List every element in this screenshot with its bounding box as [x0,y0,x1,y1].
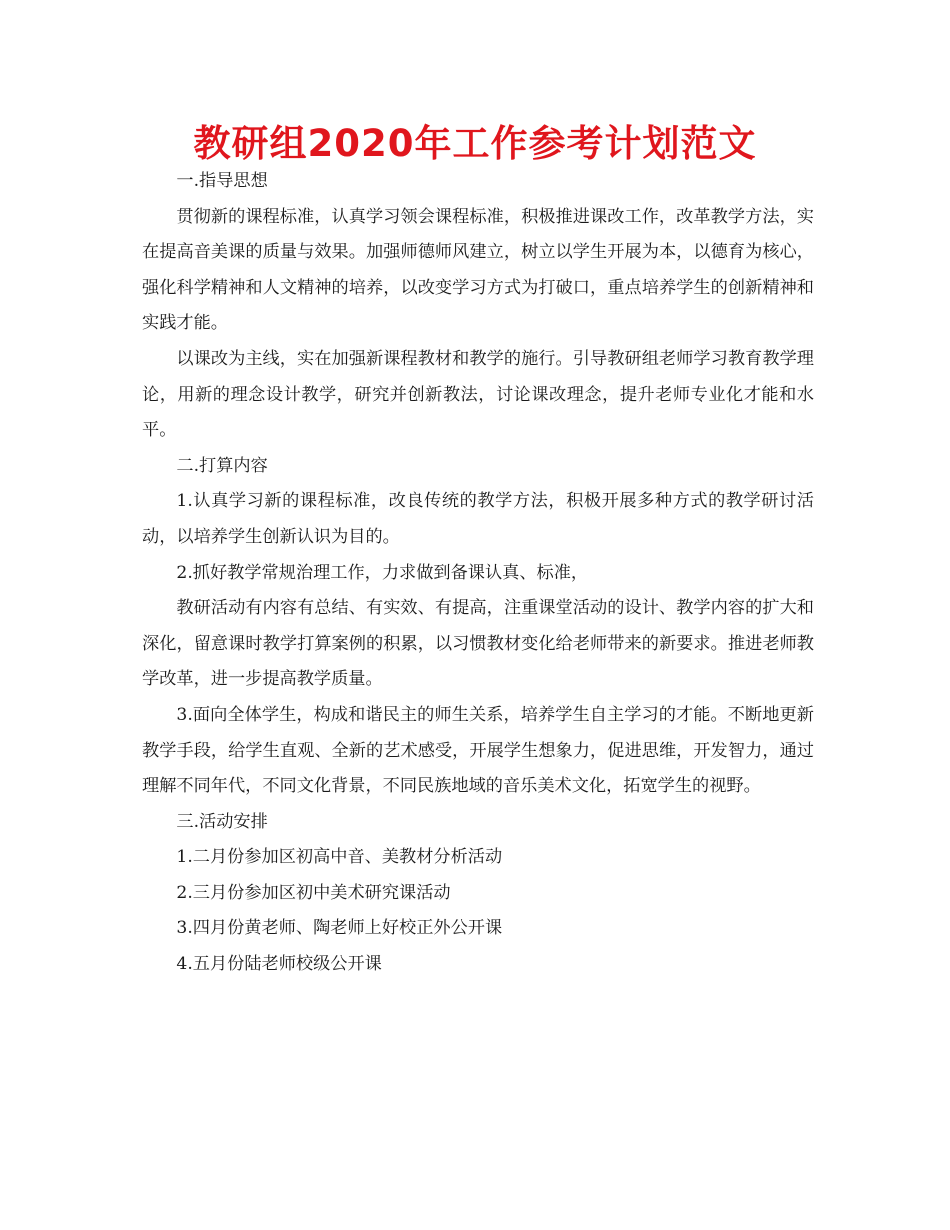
section-heading-activity-schedule: 三.活动安排 [176,811,268,832]
list-item: 2.三月份参加区初中美术研究课活动 [176,882,451,903]
list-item: 4.五月份陆老师校级公开课 [176,954,382,975]
body-paragraph: 以课改为主线，实在加强新课程教材和教学的施行。引导教研组老师学习教育教学理论，用新的理念设计教学，研究并创新教法，讨论课改理念，提升老师专业化才能和水平。 [142,348,814,441]
body-paragraph: 教研活动有内容有总结、有实效、有提高，注重课堂活动的设计、教学内容的扩大和深化，留意课时教学打算案例的积累，以习惯教材变化给老师带来的新要求。推进老师教学改革，进一步提高教学质量。 [142,598,814,690]
list-item: 3.四月份黄老师、陶老师上好校正外公开课 [176,918,503,939]
section-heading-plan-content: 二.打算内容 [176,455,268,476]
section-heading-guiding-ideology: 一.指导思想 [176,171,268,191]
list-item: 1.二月份参加区初高中音、美教材分析活动 [176,847,503,868]
document-body [142,164,814,983]
body-paragraph: 贯彻新的课程标准，认真学习领会课程标准，积极推进课改工作，改革教学方法，实在提高音美课的质量与效果。加强师德师风建立，树立以学生开展为本，以德育为核心，强化科学精神和人文精神的培养，以改变学习方式为打破口，重点培养学生的创新精神和实践才能。 [142,206,814,334]
document-title: 教研组2020年工作参考计划范文 [193,122,757,165]
body-paragraph: 1.认真学习新的课程标准，改良传统的教学方法，积极开展多种方式的教学研讨活动，以培养学生创新认识为目的。 [142,491,814,547]
body-paragraph: 2.抓好教学常规治理工作，力求做到备课认真、标准， [176,562,589,583]
body-paragraph: 3.面向全体学生，构成和谐民主的师生关系，培养学生自主学习的才能。不断地更新教学手段，给学生直观、全新的艺术感受，开展学生想象力，促进思维，开发智力，通过理解不同年代，不同文化背景，不同民族地域的音乐美术文化，拓宽学生的视野。 [142,704,814,797]
